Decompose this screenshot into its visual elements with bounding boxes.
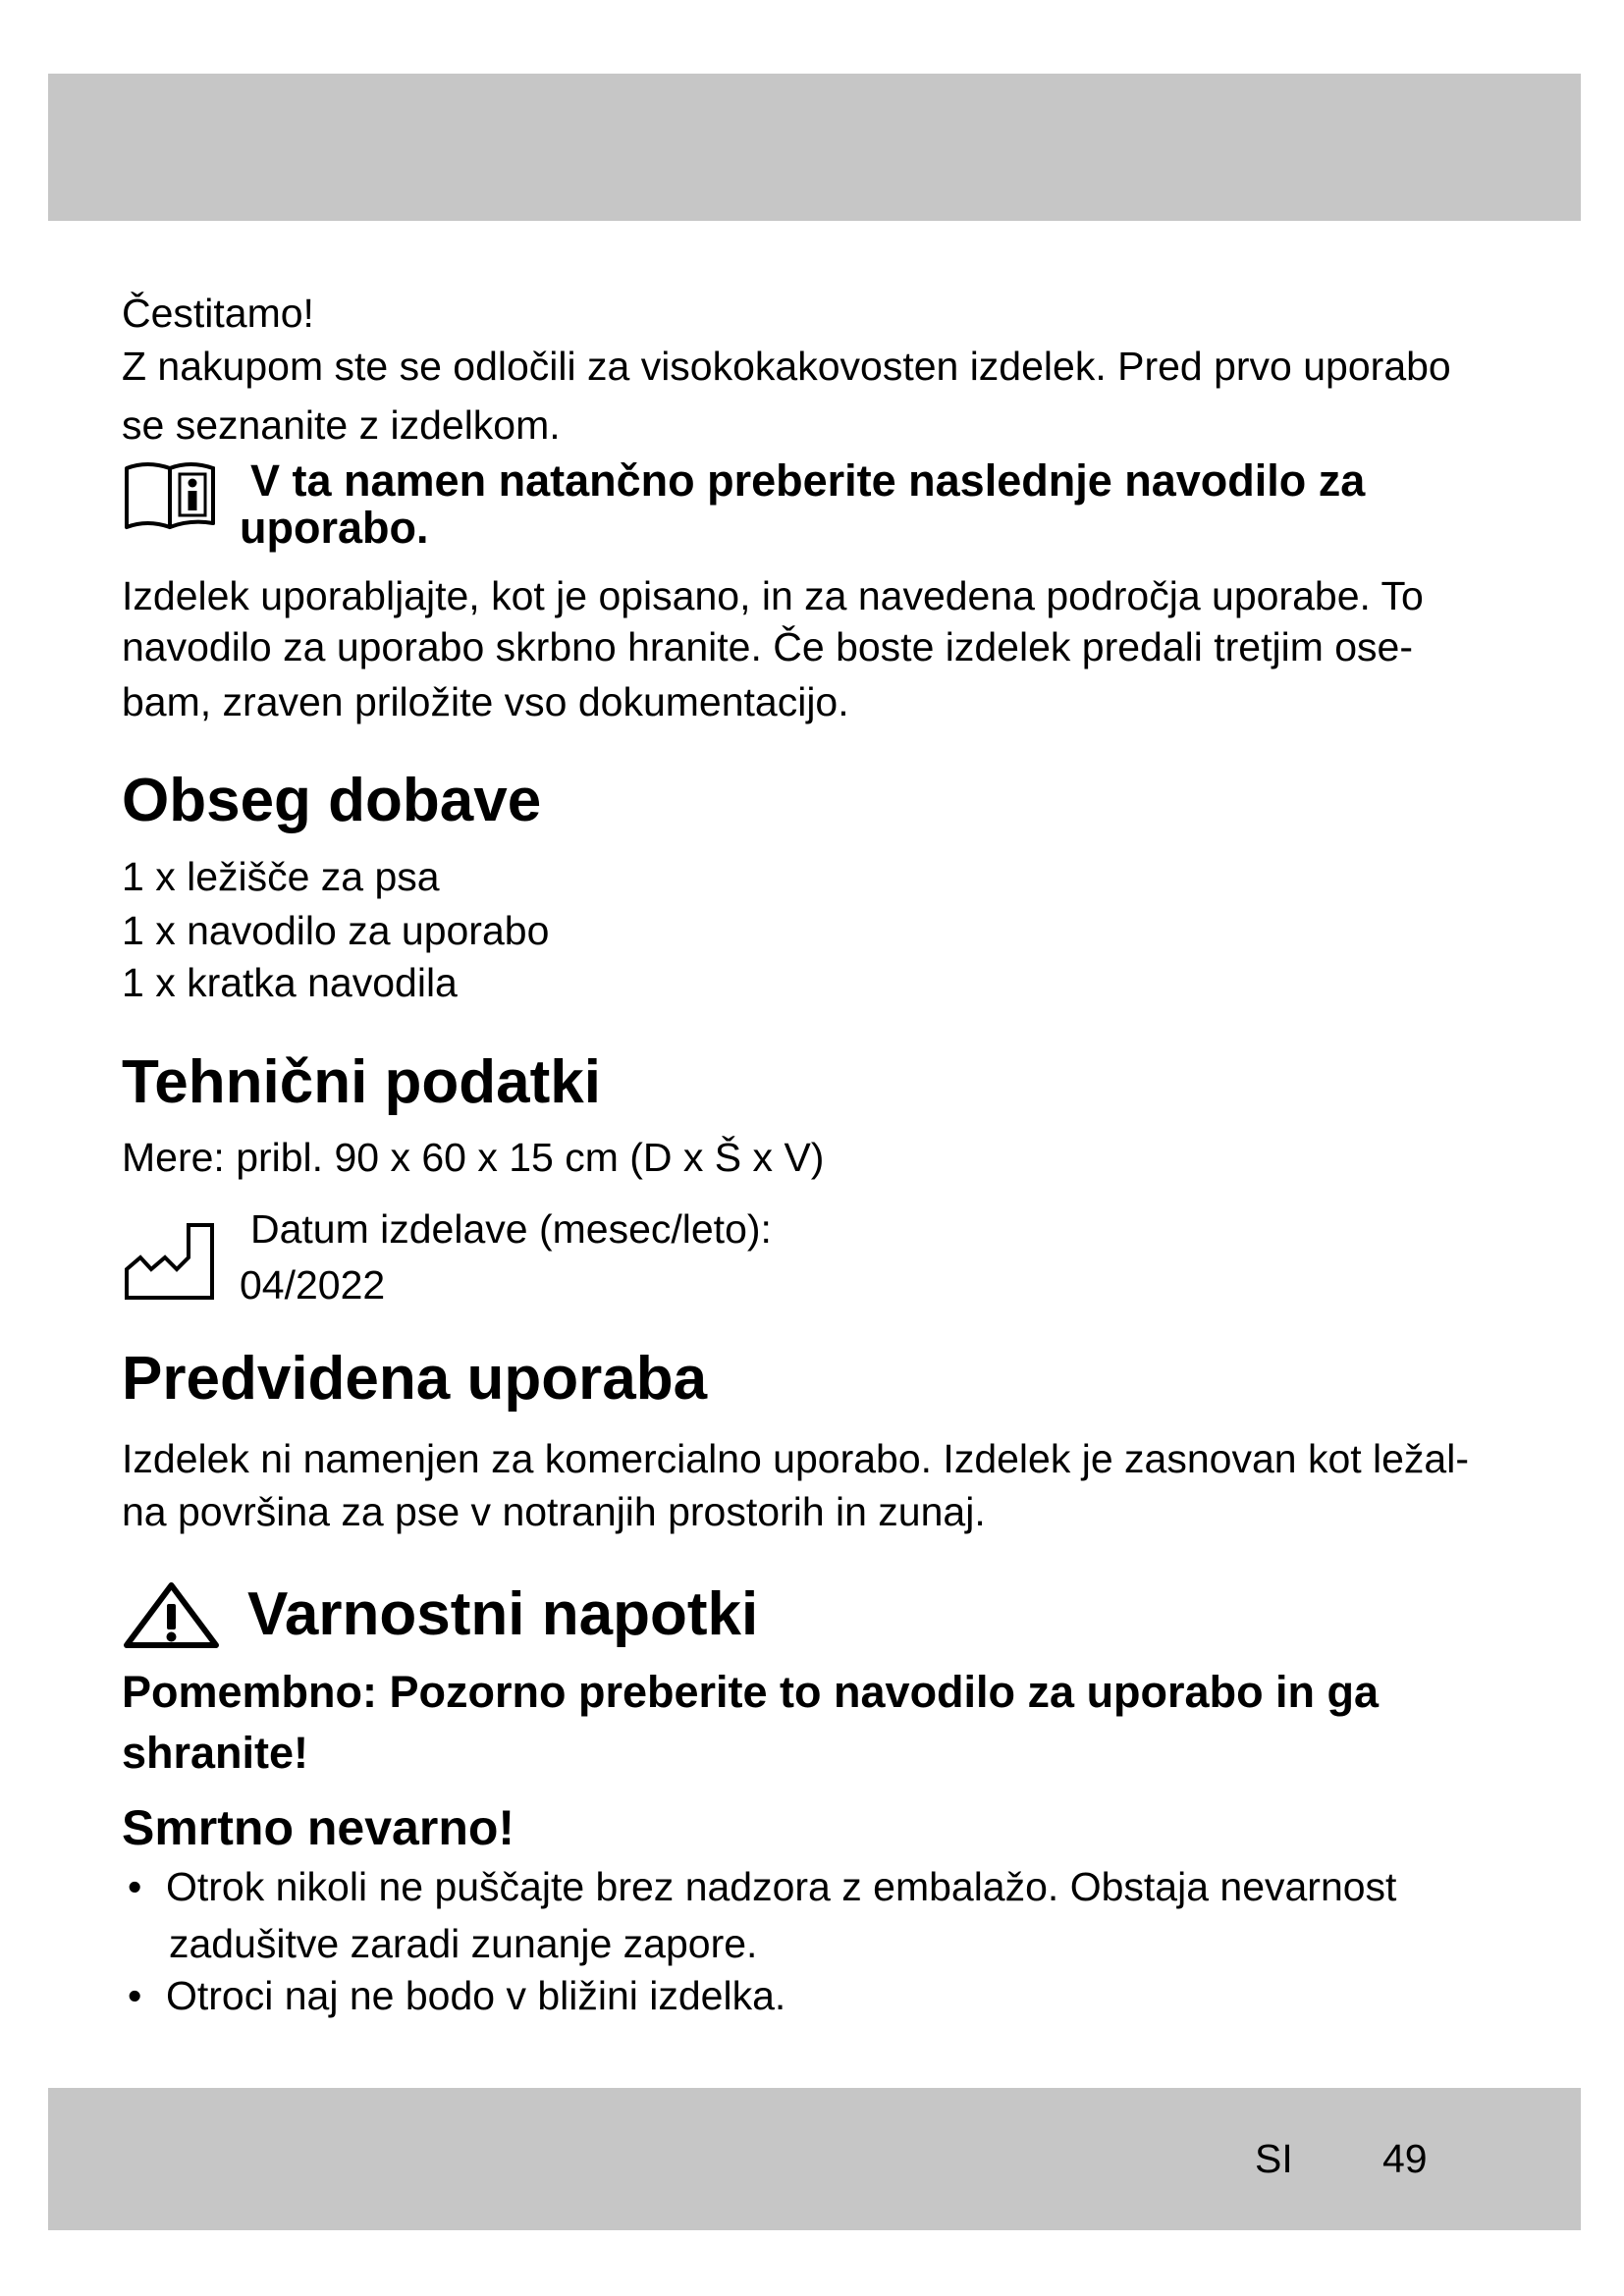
header-band <box>48 74 1581 221</box>
bullet-line: Otrok nikoli ne puščajte brez nadzora z embalažo. Obstaja nevarnost <box>166 1864 1397 1909</box>
warning-triangle-icon <box>122 1580 221 1650</box>
factory-icon <box>122 1220 218 1302</box>
important-line: Pomembno: Pozorno preberite to navodilo za uporabo in ga <box>122 1667 1380 1717</box>
intro-line: se seznanite z izdelkom. <box>122 402 561 448</box>
usage-line: navodilo za uporabo skrbno hranite. Če boste izdelek predali tretjim ose- <box>122 624 1414 669</box>
page-number: 49 <box>1382 2136 1428 2181</box>
bullet-line: zadušitve zaradi zunanje zapore. <box>169 1921 758 1966</box>
bullet-marker: • <box>128 1973 142 2018</box>
notice-line: uporabo. <box>240 503 429 553</box>
usage-line: Izdelek uporabljajte, kot je opisano, in za navedena področja uporabe. To <box>122 573 1424 618</box>
bullet-line: Otroci naj ne bodo v bližini izdelka. <box>166 1973 786 2018</box>
manufacture-date: 04/2022 <box>240 1262 386 1308</box>
usage-line: bam, zraven priložite vso dokumentacijo. <box>122 679 849 724</box>
bullet-marker: • <box>128 1864 142 1909</box>
scope-item: 1 x ležišče za psa <box>122 854 440 899</box>
intended-use-line: Izdelek ni namenjen za komercialno uporabo. Izdelek je zasnovan kot ležal- <box>122 1436 1469 1481</box>
intro-line: Z nakupom ste se odločili za visokokakovosten izdelek. Pred prvo uporabo <box>122 344 1451 389</box>
greeting: Čestitamo! <box>122 291 314 336</box>
language-code: SI <box>1255 2136 1293 2181</box>
intended-use-heading: Predvidena uporaba <box>122 1345 708 1413</box>
manufacture-label: Datum izdelave (mesec/leto): <box>250 1206 772 1252</box>
safety-heading: Varnostni napotki <box>247 1580 759 1648</box>
footer-band <box>48 2088 1581 2230</box>
intended-use-line: na površina za pse v notranjih prostorih in zunaj. <box>122 1489 986 1534</box>
notice-line: V ta namen natančno preberite naslednje navodilo za <box>250 455 1366 506</box>
important-line: shranite! <box>122 1728 309 1778</box>
danger-heading: Smrtno nevarno! <box>122 1800 515 1855</box>
book-info-icon <box>122 458 218 532</box>
scope-heading: Obseg dobave <box>122 767 542 834</box>
scope-item: 1 x navodilo za uporabo <box>122 908 550 953</box>
scope-item: 1 x kratka navodila <box>122 960 458 1005</box>
tech-heading: Tehnični podatki <box>122 1048 601 1116</box>
dimensions-text: Mere: pribl. 90 x 60 x 15 cm (D x Š x V) <box>122 1135 825 1180</box>
